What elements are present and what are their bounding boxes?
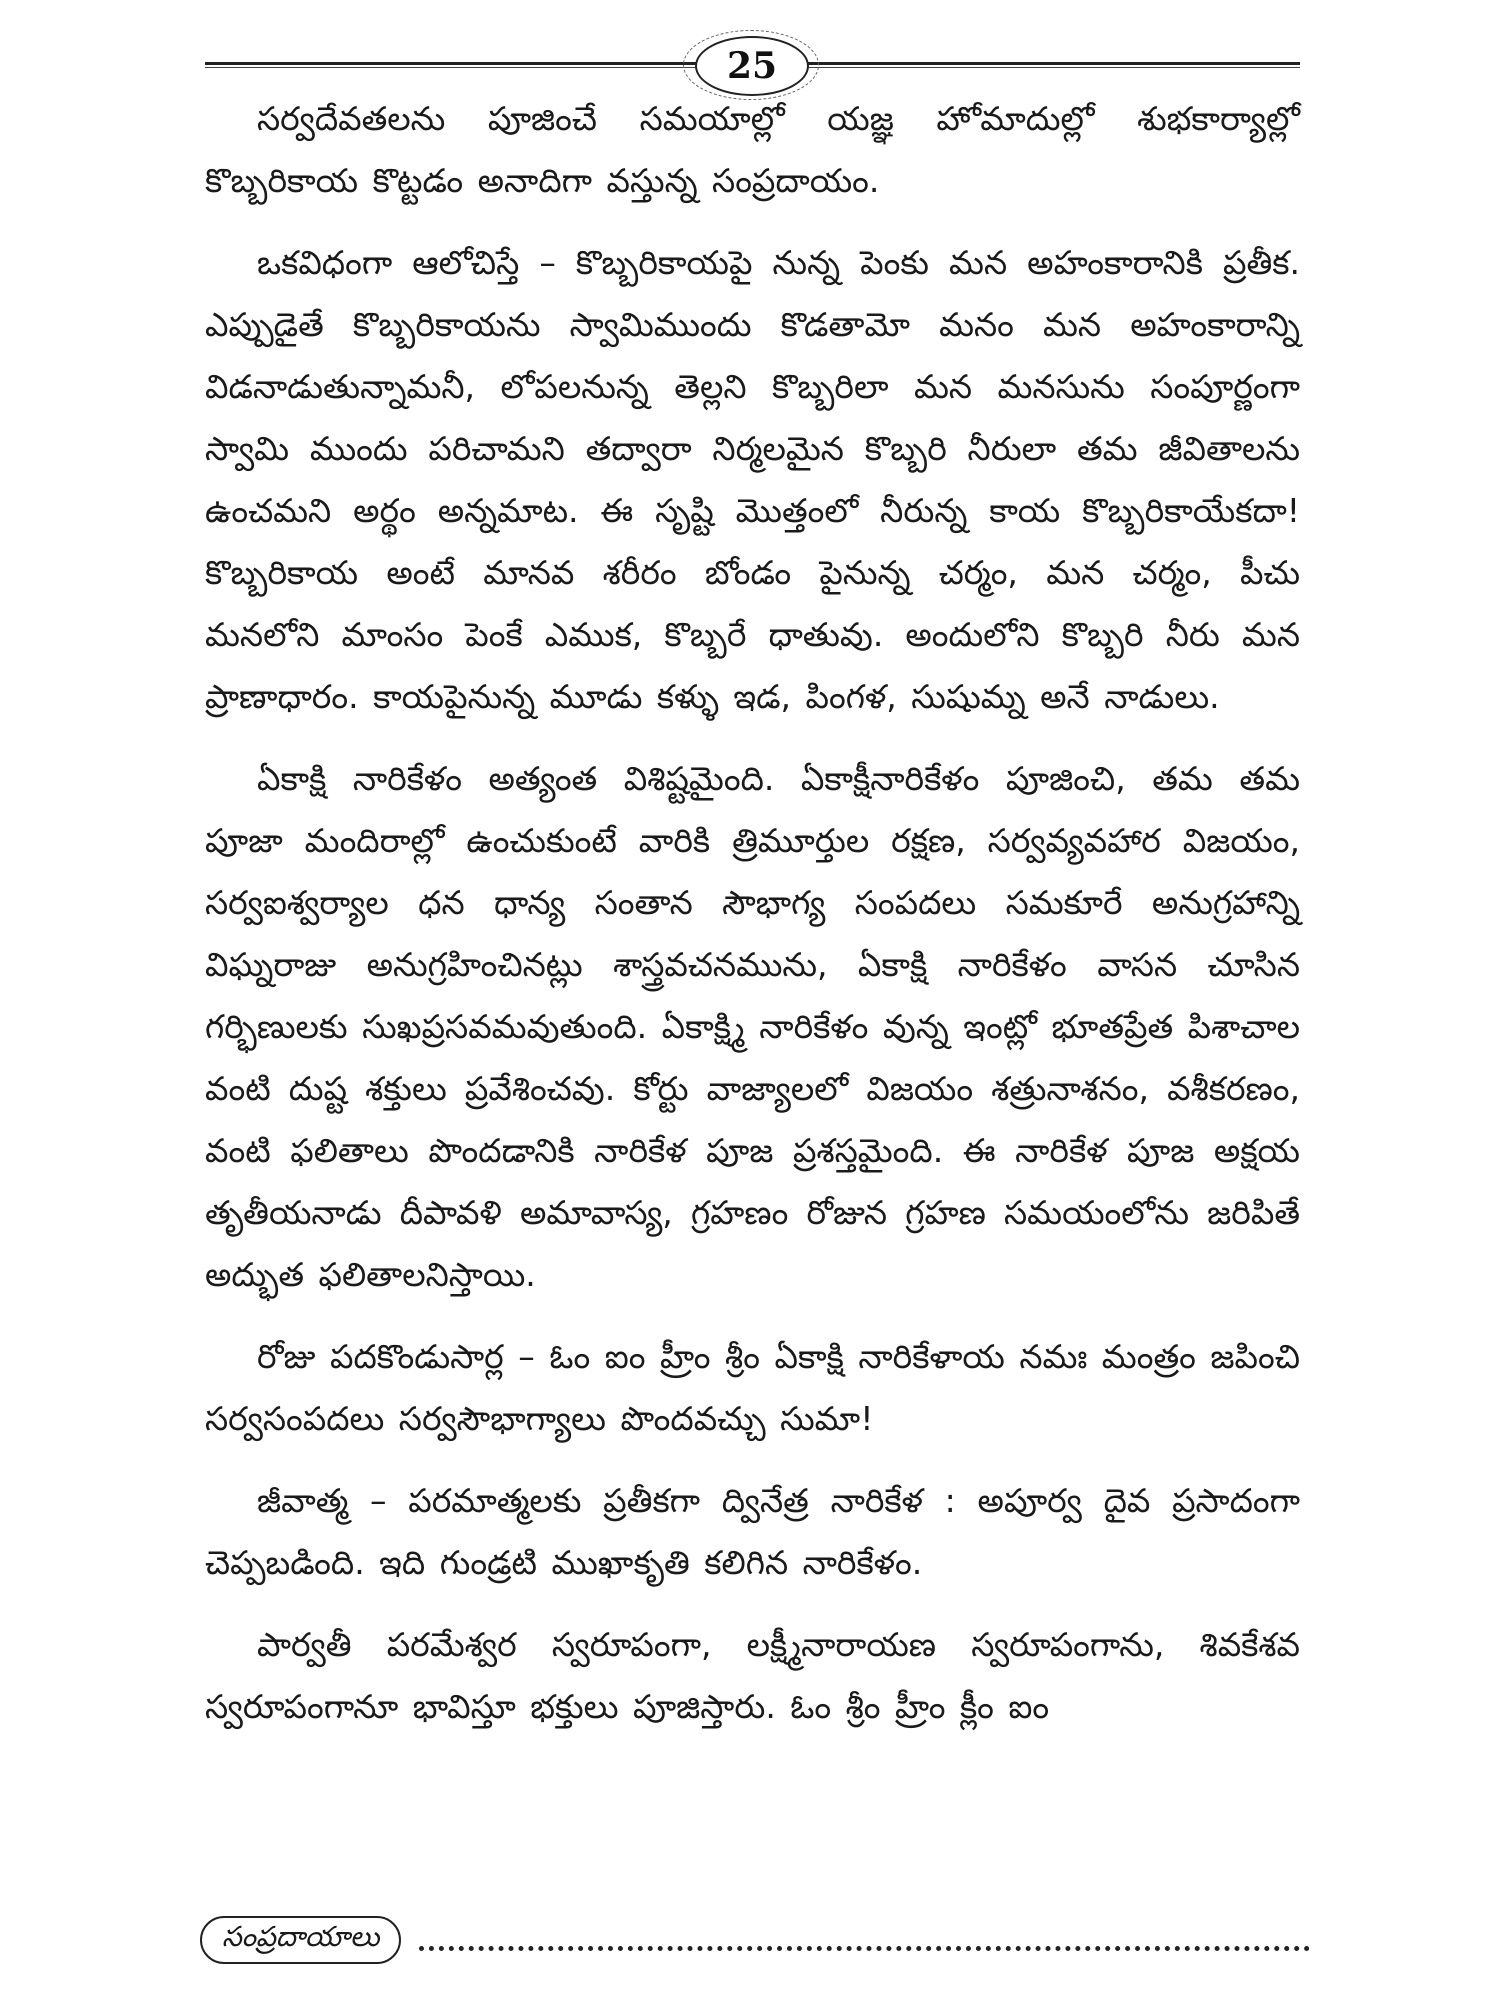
paragraph-coconut-tradition: సర్వదేవతలను పూజించే సమయాల్లో యజ్ఞ హోమాదుల్లో శుభకార్యాల్లో కొబ్బరికాయ కొట్టడం అనాదిగా వస్తున్న సంప్రదాయం. bbox=[205, 99, 1300, 200]
page-footer bbox=[200, 1915, 1310, 1965]
page-number: 25 bbox=[695, 36, 809, 96]
paragraph-dwinetra-narikela: జీవాత్మ – పరమాత్మలకు ప్రతీకగా ద్వినేత్ర నారికేళ : అపూర్వ దైవ ప్రసాదంగా చెప్పబడింది. ఇది గుండ్రటి ముఖాకృతి కలిగిన నారికేళం. bbox=[205, 1481, 1300, 1582]
section-label: సంప్రదాయాలు bbox=[200, 1916, 401, 1964]
paragraph-worship: పార్వతీ పరమేశ్వర స్వరూపంగా, లక్ష్మీనారాయణ స్వరూపంగాను, శివకేశవ స్వరూపంగానూ భావిస్తూ భక్తులు పూజిస్తారు. ఓం శ్రీం హ్రీం క్లీం ఐం bbox=[205, 1625, 1300, 1726]
paragraph-mantra: రోజు పదకొండుసార్ల – ఓం ఐం హ్రీం శ్రీం ఏకాక్షి నారికేళాయ నమః మంత్రం జపించి సర్వసంపదలు సర్వసౌభాగ్యాలు పొందవచ్చు సుమా! bbox=[205, 1337, 1300, 1438]
footer-dotted-leader bbox=[419, 1946, 1310, 1951]
paragraph-coconut-symbolism: ఒకవిధంగా ఆలోచిస్తే – కొబ్బరికాయపై నున్న పెంకు మన అహంకారానికి ప్రతీక. ఎప్పుడైతే కొబ్బరికాయను స్వామిముందు కొడతామో మనం మన అహంకారాన్ని విడనాడుతున్నామనీ, లోపలనున్న తెల్లని కొబ్బరిలా మన మనసును సంపూర్ణంగా స్వామి ముందు పరిచామని తద్వారా నిర్మలమైన కొబ్బరి నీరులా తమ జీవితాలను ఉంచమని అర్థం అన్నమాట. ఈ సృష్టి మొత్తంలో నీరున్న కాయ కొబ్బరికాయేకదా! కొబ్బరికాయ అంటే మానవ శరీరం బోండం పైనున్న చర్మం, మన చర్మం, పీచు మనలోని మాంసం పెంకే ఎముక, కొబ్బరే ధాతువు. అందులోని కొబ్బరి నీరు మన ప్రాణాధారం. కాయపైనున్న మూడు కళ్ళు ఇడ, పింగళ, సుషుమ్న అనే నాడులు. bbox=[205, 243, 1300, 716]
paragraph-ekakshi-narikelam: ఏకాక్షి నారికేళం అత్యంత విశిష్టమైంది. ఏకాక్షీనారికేళం పూజించి, తమ తమ పూజా మందిరాల్లో ఉంచుకుంటే వారికి త్రిమూర్తుల రక్షణ, సర్వవ్యవహార విజయం, సర్వఐశ్వర్యాల ధన ధాన్య సంతాన సౌభాగ్య సంపదలు సమకూరే అనుగ్రహాన్ని విఘ్నరాజు అనుగ్రహించినట్లు శాస్త్రవచనమును, ఏకాక్షి నారికేళం వాసన చూసిన గర్భిణులకు సుఖప్రసవమవుతుంది. ఏకాక్ష్మి నారికేళం వున్న ఇంట్లో భూతప్రేత పిశాచాల వంటి దుష్ట శక్తులు ప్రవేశించవు. కోర్టు వాజ్యాలలో విజయం శత్రునాశనం, వశీకరణం, వంటి ఫలితాలు పొందడానికి నారికేళ పూజ ప్రశస్తమైంది. ఈ నారికేళ పూజ అక్షయ తృతీయనాడు దీపావళి అమావాస్య, గ్రహణం రోజున గ్రహణ సమయంలోను జరిపితే అద్భుత ఫలితాలనిస్తాయి. bbox=[205, 759, 1300, 1294]
page-body bbox=[205, 88, 1300, 1758]
page-header bbox=[205, 36, 1300, 96]
